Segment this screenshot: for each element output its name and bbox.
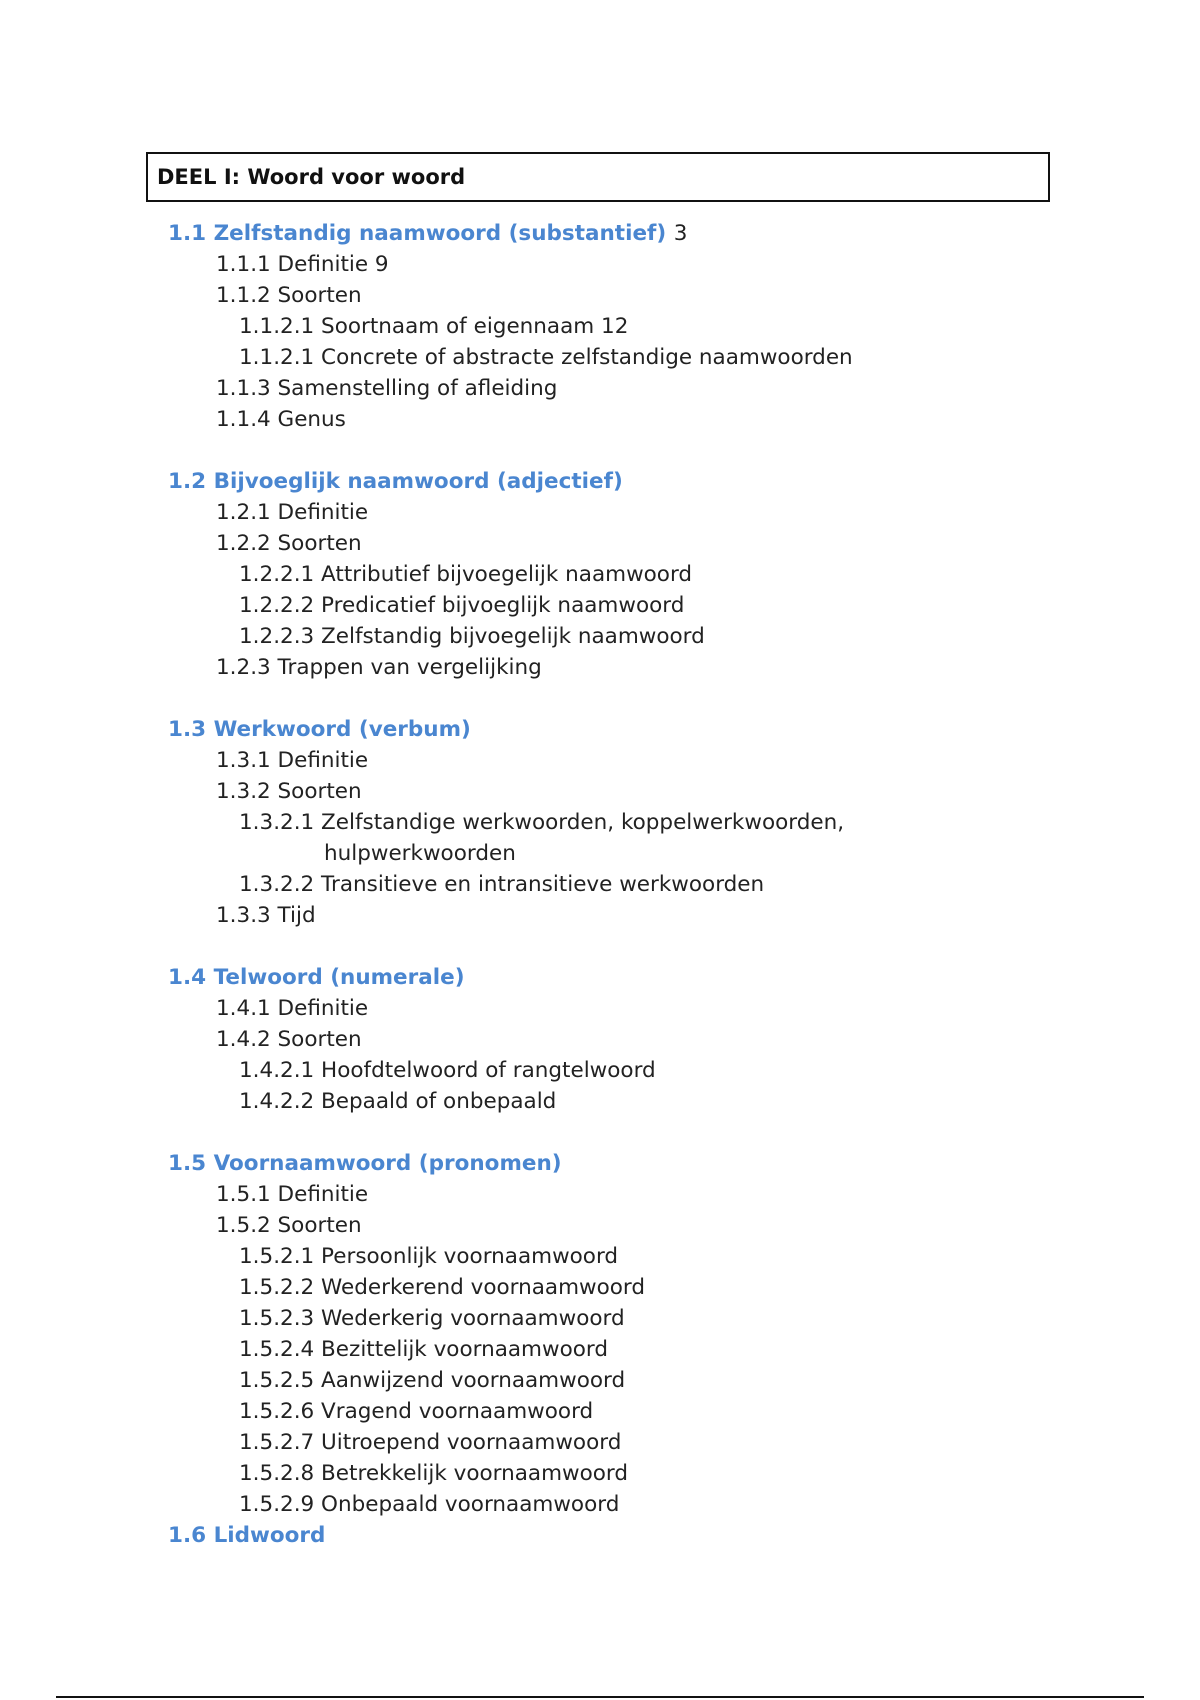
toc-subsection-item[interactable]: 1.3.2 Soorten [216,779,362,804]
toc-subsubsection-item[interactable]: 1.5.2.6 Vragend voornaamwoord [239,1399,594,1424]
toc-chapter-title: 1.1 Zelfstandig naamwoord (substantief) [168,221,667,246]
toc-subsubsection-item[interactable]: 1.1.2.1 Soortnaam of eigennaam 12 [239,314,629,339]
toc-section [0,1148,1200,1520]
toc-subsection-item[interactable]: 1.1.1 Definitie 9 [216,252,389,277]
toc-chapter-title: 1.3 Werkwoord (verbum) [168,717,471,742]
footer-divider [56,1696,1144,1698]
toc-section [0,218,1200,435]
toc-subsection-item[interactable]: 1.2.2 Soorten [216,531,362,556]
toc-page-number: 3 [673,221,688,246]
toc-subsection-item[interactable]: 1.5.1 Definitie [216,1182,369,1207]
toc-subsubsection-item[interactable]: 1.4.2.1 Hoofdtelwoord of rangtelwoord [239,1058,656,1083]
toc-chapter-title: 1.6 Lidwoord [168,1523,326,1548]
toc-subsubsection-item[interactable]: 1.5.2.7 Uitroepend voornaamwoord [239,1430,622,1455]
toc-subsection-item[interactable]: 1.4.1 Definitie [216,996,369,1021]
part-title: DEEL I: Woord voor woord [157,165,466,189]
toc-subsubsection-item[interactable]: 1.3.2.1 Zelfstandige werkwoorden, koppelwerkwoorden, [239,810,845,835]
toc-subsection-item[interactable]: 1.5.2 Soorten [216,1213,362,1238]
toc-chapter-heading[interactable] [0,466,1200,497]
table-of-contents [0,218,1200,1551]
toc-item-continuation[interactable]: hulpwerkwoorden [324,841,516,866]
toc-subsection-item[interactable]: 1.2.3 Trappen van vergelijking [216,655,542,680]
toc-section [0,714,1200,931]
toc-subsection-item[interactable]: 1.3.3 Tijd [216,903,316,928]
toc-subsubsection-item[interactable]: 1.5.2.5 Aanwijzend voornaamwoord [239,1368,626,1393]
toc-chapter-heading[interactable] [0,962,1200,993]
toc-subsubsection-item[interactable]: 1.5.2.9 Onbepaald voornaamwoord [239,1492,620,1517]
toc-subsection-item[interactable]: 1.3.1 Definitie [216,748,369,773]
toc-section [0,1520,1200,1551]
toc-chapter-title: 1.5 Voornaamwoord (pronomen) [168,1151,562,1176]
toc-subsubsection-item[interactable]: 1.5.2.1 Persoonlijk voornaamwoord [239,1244,619,1269]
toc-subsection-item[interactable]: 1.2.1 Definitie [216,500,369,525]
toc-chapter-heading[interactable] [0,714,1200,745]
toc-subsection-item[interactable]: 1.1.3 Samenstelling of afleiding [216,376,558,401]
toc-subsubsection-item[interactable]: 1.3.2.2 Transitieve en intransitieve werkwoorden [239,872,765,897]
toc-subsubsection-item[interactable]: 1.4.2.2 Bepaald of onbepaald [239,1089,557,1114]
toc-chapter-title: 1.2 Bijvoeglijk naamwoord (adjectief) [168,469,623,494]
toc-subsubsection-item[interactable]: 1.2.2.1 Attributief bijvoegelijk naamwoord [239,562,693,587]
toc-subsubsection-item[interactable]: 1.5.2.4 Bezittelijk voornaamwoord [239,1337,608,1362]
toc-subsection-item[interactable]: 1.4.2 Soorten [216,1027,362,1052]
toc-subsubsection-item[interactable]: 1.5.2.2 Wederkerend voornaamwoord [239,1275,646,1300]
toc-chapter-heading[interactable] [0,1520,1200,1551]
toc-chapter-heading[interactable] [0,1148,1200,1179]
toc-subsubsection-item[interactable]: 1.2.2.2 Predicatief bijvoeglijk naamwoord [239,593,685,618]
toc-section [0,466,1200,683]
toc-chapter-title: 1.4 Telwoord (numerale) [168,965,465,990]
toc-subsubsection-item[interactable]: 1.5.2.8 Betrekkelijk voornaamwoord [239,1461,629,1486]
toc-chapter-heading[interactable] [0,218,1200,249]
toc-subsubsection-item[interactable]: 1.5.2.3 Wederkerig voornaamwoord [239,1306,625,1331]
toc-subsection-item[interactable]: 1.1.2 Soorten [216,283,362,308]
part-header-box [146,152,1050,202]
toc-subsubsection-item[interactable]: 1.1.2.1 Concrete of abstracte zelfstandige naamwoorden [239,345,853,370]
toc-section [0,962,1200,1117]
toc-subsubsection-item[interactable]: 1.2.2.3 Zelfstandig bijvoegelijk naamwoord [239,624,705,649]
toc-subsection-item[interactable]: 1.1.4 Genus [216,407,346,432]
